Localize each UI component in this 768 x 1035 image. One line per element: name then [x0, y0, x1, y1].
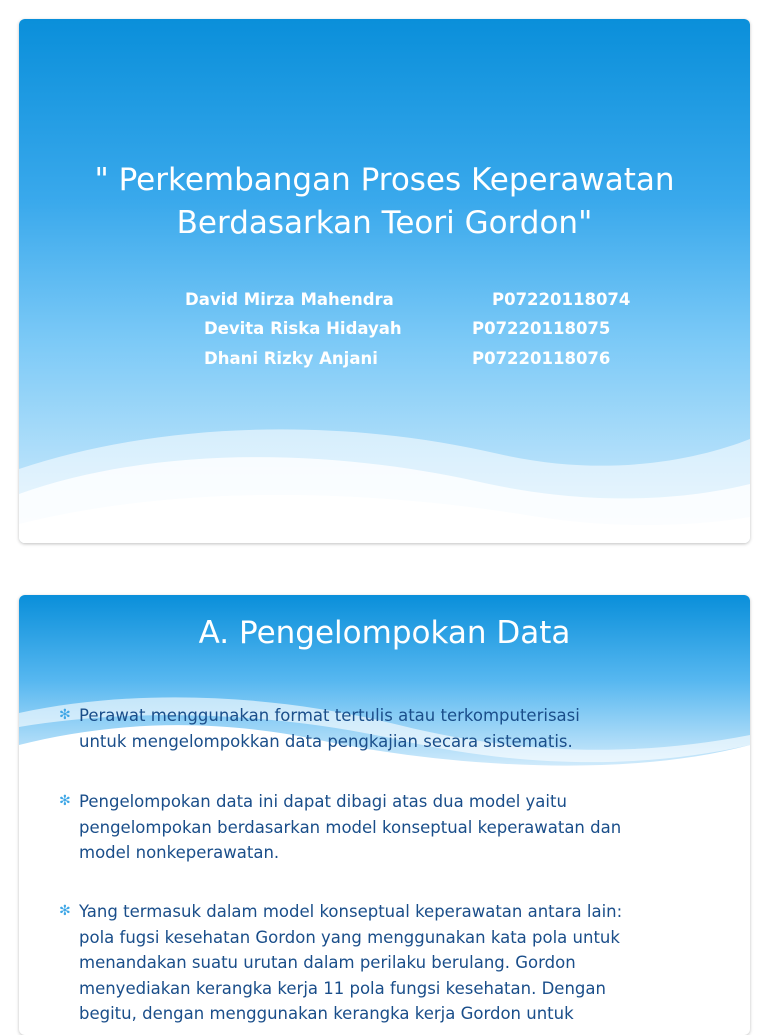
- wave-decoration: [19, 399, 750, 543]
- list-item: ✻ Perawat menggunakan format tertulis atau terkomputerisasi untuk mengelompokkan data pengkajian secara sistematis.: [79, 703, 699, 754]
- author-nim: P07220118074: [492, 290, 631, 309]
- asterisk-bullet-icon: ✻: [59, 793, 71, 809]
- author-nim: P07220118076: [472, 349, 611, 368]
- asterisk-bullet-icon: ✻: [59, 707, 71, 723]
- author-name: Devita Riska Hidayah: [204, 319, 402, 338]
- asterisk-bullet-icon: ✻: [59, 903, 71, 919]
- title-line-1: " Perkembangan Proses Keperawatan: [94, 162, 675, 198]
- slide-title: A. Pengelompokan Data: [198, 615, 571, 651]
- author-name: Dhani Rizky Anjani: [204, 349, 378, 368]
- author-nim: P07220118075: [472, 319, 611, 338]
- list-item: ✻ Yang termasuk dalam model konseptual keperawatan antara lain: pola fugsi kesehatan Gordon yang menggunakan kata pola untuk menandakan suatu urutan dalam perilaku berulang. Gordon menyediakan kerangka kerja 11 pola fungsi kesehatan. Dengan begitu, dengan menggunakan kerangka kerja Gordon untuk: [79, 899, 699, 1027]
- content-slide: [19, 595, 750, 1035]
- list-item: ✻ Pengelompokan data ini dapat dibagi atas dua model yaitu pengelompokan berdasarkan model konseptual keperawatan dan model nonkeperawatan.: [79, 789, 699, 866]
- presentation-title: [19, 159, 750, 245]
- title-slide: [19, 19, 750, 543]
- title-line-2: Berdasarkan Teori Gordon": [176, 205, 593, 241]
- author-name: David Mirza Mahendra: [185, 290, 394, 309]
